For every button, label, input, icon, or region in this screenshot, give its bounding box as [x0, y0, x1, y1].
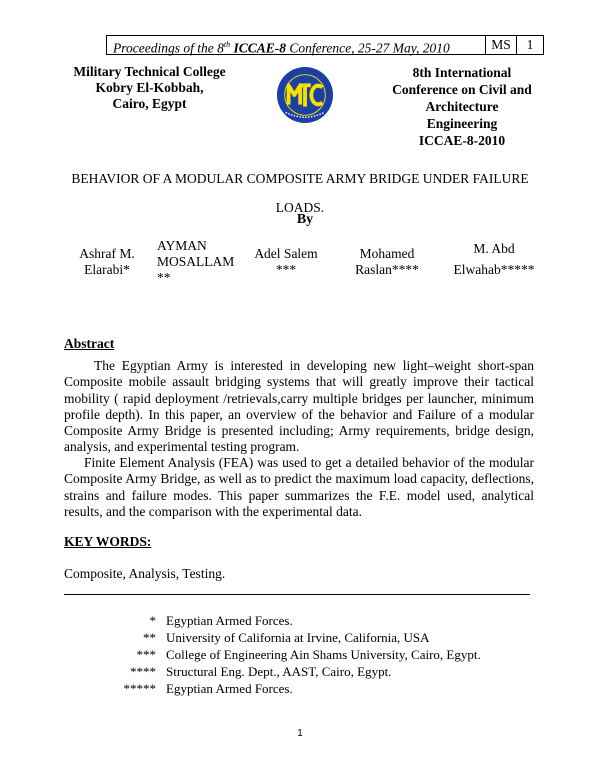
abstract-paragraph-2: Finite Element Analysis (FEA) was used to get a detailed behavior of the modular Composite Army Bridge, as well as to predict the maximum load capacity, deflections, strains and failure modes. This paper summarizes the F.E. model used, analytical results, and the comparison with the experimental data. — [64, 455, 534, 519]
abstract-heading: Abstract — [64, 336, 115, 351]
proceedings-text: Proceedings of the 8th ICCAE-8 Conference, 25-27 May, 2010 — [107, 36, 486, 54]
footnote-4: **** Structural Eng. Dept., AAST, Cairo, Egypt. — [130, 664, 392, 679]
keywords-text: Composite, Analysis, Testing. — [64, 566, 226, 581]
author-4: Mohamed Raslan**** — [355, 246, 419, 277]
footnote-1: * Egyptian Armed Forces. — [149, 613, 293, 628]
conference-info: 8th International Conference on Civil and Architecture Engineering ICCAE-8-2010 — [392, 65, 532, 148]
footnote-3: *** College of Engineering Ain Shams University, Cairo, Egypt. — [136, 647, 481, 662]
paper-code: MS — [486, 36, 517, 54]
author-3: Adel Salem *** — [254, 246, 318, 277]
page-number: 1 — [297, 728, 303, 739]
paper-title: BEHAVIOR OF A MODULAR COMPOSITE ARMY BRIDGE UNDER FAILURE LOADS. — [71, 171, 529, 215]
author-1: Ashraf M. Elarabi* — [79, 246, 135, 277]
institution-left: Military Technical College Kobry El-Kobbah, Cairo, Egypt — [73, 64, 226, 111]
abstract-paragraph-1: The Egyptian Army is interested in developing new light–weight short-span Composite mobile assault bridging systems that will greatly improve their tactical mobility ( rapid deployment /retrievals,carry multiple bridges per launcher, minimum profile depth). In this paper, an overview of the behavior and Failure of a modular Composite Army Bridge is presented including; Army requirements, bridge design, analysis, and experimental testing program. — [64, 358, 534, 455]
author-5: M. Abd Elwahab***** — [453, 241, 535, 277]
header-page-number: 1 — [526, 37, 534, 52]
footnote-2: ** University of California at Irvine, California, USA — [143, 630, 430, 645]
mtc-logo-icon — [276, 66, 334, 124]
footnote-5: ***** Egyptian Armed Forces. — [123, 681, 293, 696]
author-2: AYMAN MOSALLAM ** — [157, 238, 235, 285]
keywords-heading: KEY WORDS: — [64, 534, 152, 549]
by-label: By — [296, 212, 314, 227]
footnote-divider — [64, 594, 530, 595]
proceedings-header — [106, 35, 544, 55]
